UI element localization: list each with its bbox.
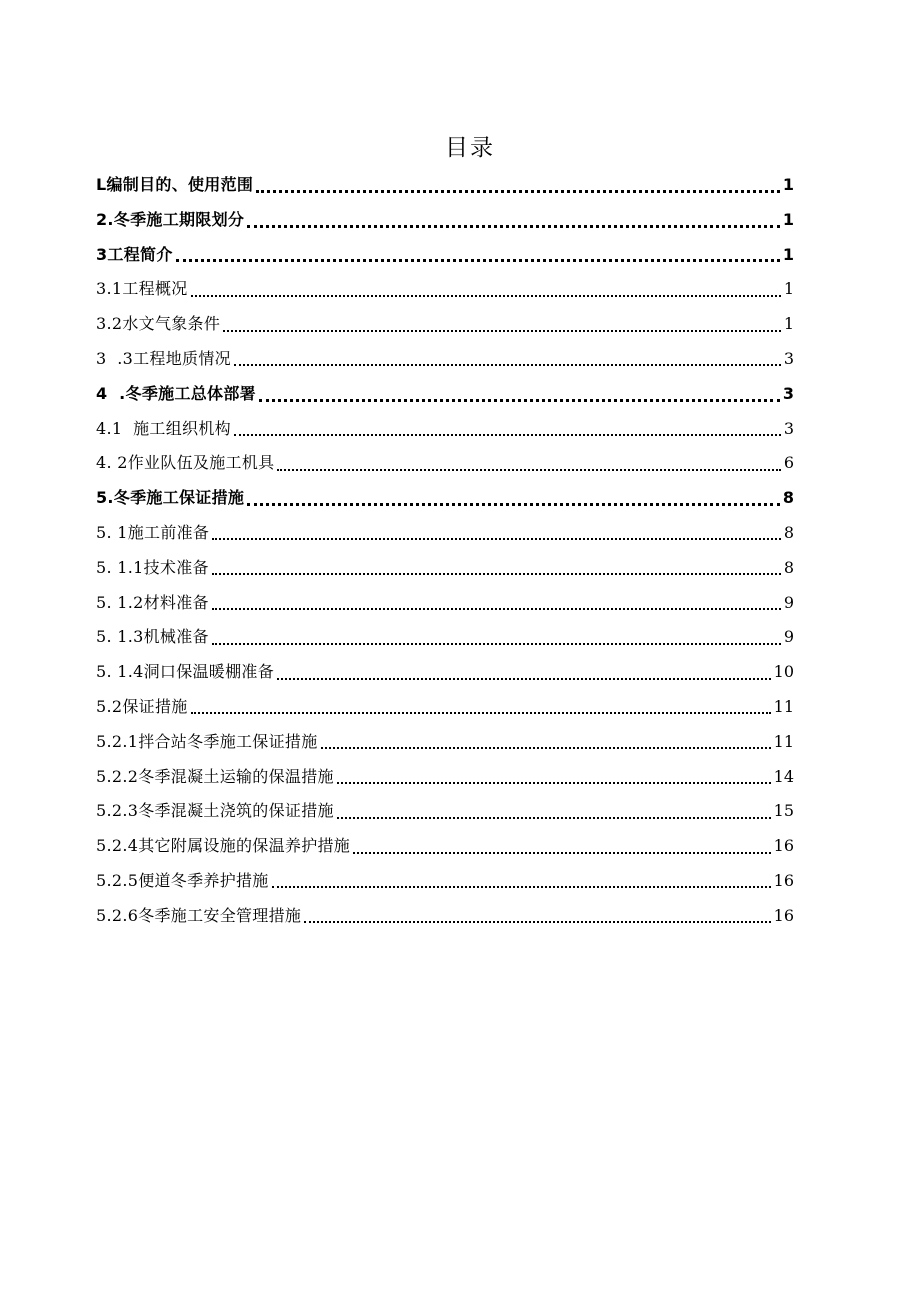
toc-entry-page-number: 3 (782, 383, 794, 403)
toc-entry-label: 3 .3工程地质情况 (96, 348, 231, 368)
toc-entry-label: 3.2水文气象条件 (96, 314, 221, 334)
toc-dot-leader (247, 503, 780, 506)
toc-dot-leader (337, 782, 771, 784)
toc-entry-page-number: 16 (773, 836, 794, 856)
toc-dot-leader (277, 469, 780, 471)
toc-entry-page-number: 1 (783, 314, 794, 334)
toc-entry[interactable] (96, 481, 794, 516)
toc-dot-leader (212, 643, 781, 645)
toc-entry-label: 4 .冬季施工总体部署 (96, 383, 256, 403)
toc-entry[interactable] (96, 238, 794, 273)
toc-entry-page-number: 16 (773, 870, 794, 890)
toc-entry-page-number: 9 (783, 627, 794, 647)
toc-entry-page-number: 1 (783, 279, 794, 299)
toc-entry[interactable] (96, 551, 794, 586)
toc-entry-page-number: 6 (783, 453, 794, 473)
toc-dot-leader (212, 608, 781, 610)
toc-dot-leader (277, 678, 771, 680)
toc-dot-leader (212, 538, 781, 540)
toc-entry[interactable] (96, 655, 794, 690)
toc-dot-leader (191, 712, 771, 714)
toc-title: 目录 (445, 135, 495, 162)
toc-entry[interactable] (96, 516, 794, 551)
toc-entry-page-number: 14 (773, 766, 794, 786)
toc-entry-label: 5. 1.3机械准备 (96, 627, 209, 647)
toc-entry[interactable] (96, 760, 794, 795)
toc-entry-page-number: 3 (783, 418, 794, 438)
toc-entry-page-number: 11 (773, 696, 794, 716)
toc-entry-page-number: 1 (782, 175, 794, 194)
toc-entry[interactable] (96, 690, 794, 725)
toc-entry-page-number: 3 (783, 348, 794, 368)
toc-entry[interactable] (96, 377, 794, 412)
toc-entry-label: 5.2.1拌合站冬季施工保证措施 (96, 731, 318, 751)
toc-entry[interactable] (96, 412, 794, 447)
toc-dot-leader (234, 364, 781, 366)
toc-entry[interactable] (96, 725, 794, 760)
toc-dot-leader (353, 852, 771, 854)
toc-entry-label: 3工程简介 (96, 244, 173, 264)
toc-entry[interactable] (96, 272, 794, 307)
toc-dot-leader (191, 295, 781, 297)
toc-list (96, 168, 794, 934)
toc-dot-leader (304, 921, 770, 923)
toc-entry-label: 5. 1.2材料准备 (96, 592, 209, 612)
toc-entry[interactable] (96, 620, 794, 655)
toc-dot-leader (234, 434, 781, 436)
toc-entry[interactable] (96, 586, 794, 621)
toc-entry-label: L编制目的、使用范围 (96, 175, 254, 194)
toc-dot-leader (247, 225, 780, 228)
toc-entry-label: 2.冬季施工期限划分 (96, 209, 245, 229)
toc-entry[interactable] (96, 446, 794, 481)
toc-dot-leader (272, 886, 771, 888)
toc-entry-page-number: 1 (782, 209, 794, 229)
toc-entry[interactable] (96, 864, 794, 899)
toc-entry-label: 5.2.4其它附属设施的保温养护措施 (96, 836, 351, 856)
toc-dot-leader (259, 399, 780, 402)
toc-entry-label: 5.2.6冬季施工安全管理措施 (96, 905, 302, 925)
toc-entry[interactable] (96, 307, 794, 342)
toc-entry-page-number: 8 (783, 557, 794, 577)
toc-entry-page-number: 1 (782, 244, 794, 264)
toc-entry[interactable] (96, 829, 794, 864)
toc-entry-label: 5. 1.1技术准备 (96, 557, 209, 577)
toc-entry-label: 5.2.2冬季混凝土运输的保温措施 (96, 766, 334, 786)
toc-entry-page-number: 11 (773, 731, 794, 751)
toc-entry-page-number: 16 (773, 905, 794, 925)
toc-entry-label: 4.1 施工组织机构 (96, 418, 231, 438)
toc-entry-page-number: 8 (783, 522, 794, 542)
toc-entry-page-number: 9 (783, 592, 794, 612)
toc-entry[interactable] (96, 899, 794, 934)
toc-entry-label: 5. 1.4洞口保温暖棚准备 (96, 662, 274, 682)
toc-entry-label: 5.2.5便道冬季养护措施 (96, 870, 269, 890)
toc-dot-leader (223, 330, 781, 332)
toc-entry-label: 5. 1施工前准备 (96, 522, 210, 542)
toc-entry-label: 3.1工程概况 (96, 279, 188, 299)
toc-entry[interactable] (96, 203, 794, 238)
toc-dot-leader (321, 747, 771, 749)
toc-entry-page-number: 10 (773, 662, 794, 682)
toc-entry-label: 4. 2作业队伍及施工机具 (96, 453, 275, 473)
toc-entry-label: 5.冬季施工保证措施 (96, 488, 245, 508)
toc-dot-leader (337, 817, 771, 819)
toc-dot-leader (176, 259, 780, 262)
toc-entry-page-number: 15 (773, 801, 794, 821)
toc-entry[interactable] (96, 342, 794, 377)
toc-entry-label: 5.2保证措施 (96, 696, 188, 716)
toc-entry[interactable] (96, 168, 794, 203)
toc-entry-label: 5.2.3冬季混凝土浇筑的保证措施 (96, 801, 334, 821)
toc-entry[interactable] (96, 794, 794, 829)
toc-dot-leader (256, 190, 780, 193)
toc-dot-leader (212, 573, 781, 575)
toc-entry-page-number: 8 (782, 488, 794, 508)
